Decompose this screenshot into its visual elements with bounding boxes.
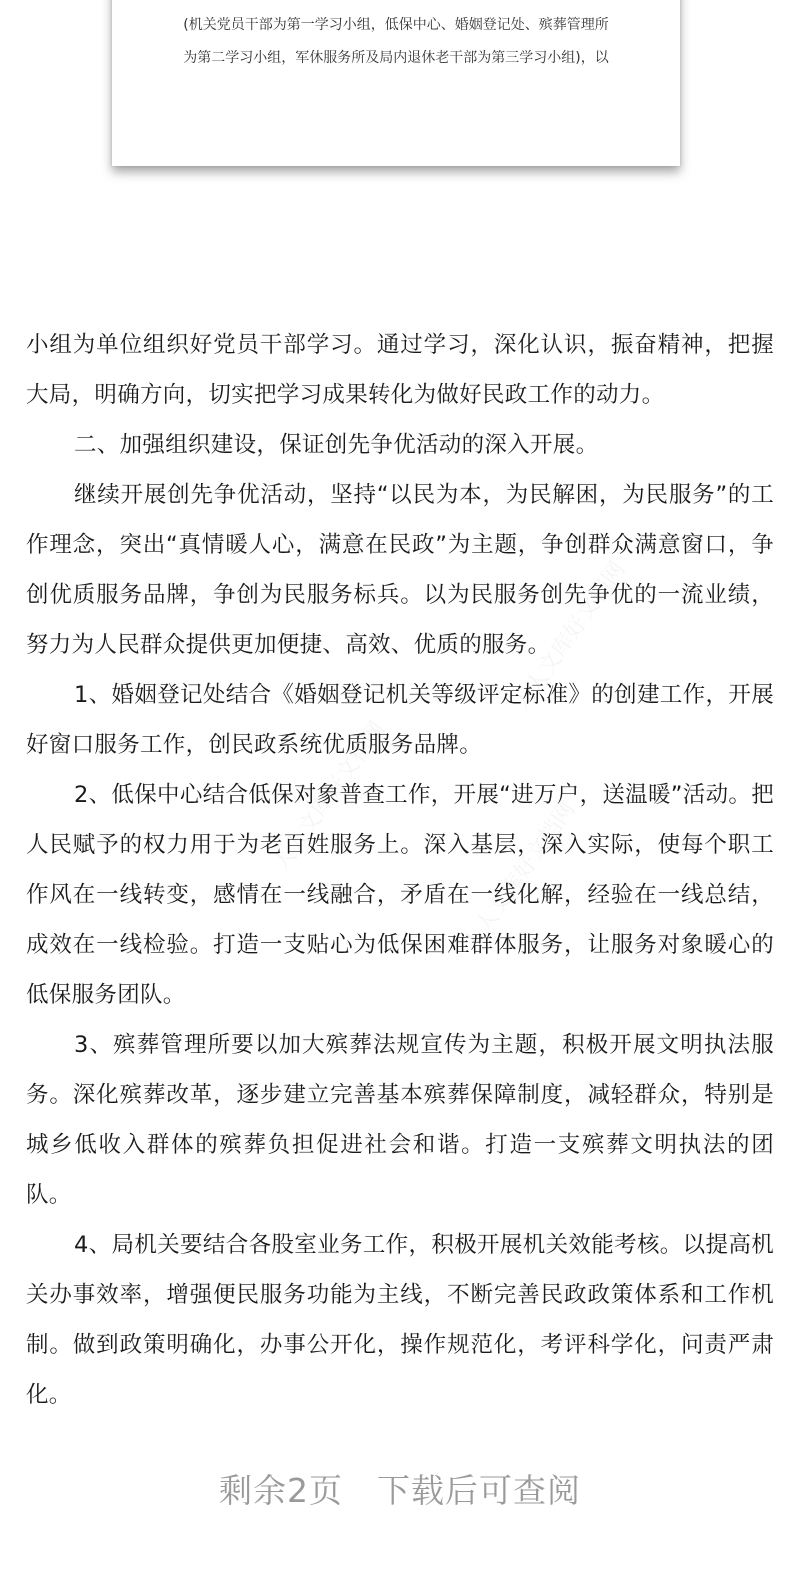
page-preview-card [112,0,680,166]
download-hint-text: 下载后可查阅 [377,1471,581,1510]
paragraph-4: 1、婚姻登记处结合《婚姻登记机关等级评定标准》的创建工作，开展好窗口服务工作，创民政系统优质服务品牌。 [26,682,774,758]
paragraph-6: 3、殡葬管理所要以加大殡葬法规宣传为主题，积极开展文明执法服务。深化殡葬改革，逐步建立完善基本殡葬保障制度，减轻群众，特别是城乡低收入群体的殡葬负担促进社会和谐。打造一支殡葬文明执法的团队。 [26,1032,774,1208]
paragraph-2: 二、加强组织建设，保证创先争优活动的深入开展。 [74,432,599,458]
paragraph-5: 2、低保中心结合低保对象普查工作，开展“进万户，送温暖”活动。把人民赋予的权力用于为老百姓服务上。深入基层，深入实际，使每个职工作风在一线转变，感情在一线融合，矛盾在一线化解，经验在一线总结，成效在一线检验。打造一支贴心为低保困难群体服务，让服务对象暖心的低保服务团队。 [26,782,774,1008]
paragraph-3: 继续开展创先争优活动，坚持“以民为本，为民解困，为民服务”的工作理念，突出“真情暖人心，满意在民政”为主题，争创群众满意窗口，争创优质服务品牌，争创为民服务标兵。以为民服务创先争优的一流业绩，努力为人民群众提供更加便捷、高效、优质的服务。 [26,482,774,658]
preview-line-2: 为第二学习小组，军休服务所及局内退休老干部为第三学习小组)，以 [183,50,609,66]
paragraph-7: 4、局机关要结合各股室业务工作，积极开展机关效能考核。以提高机关办事效率，增强便民服务功能为主线，不断完善民政政策体系和工作机制。做到政策明确化，办事公开化，操作规范化，考评科学化，问责严肃化。 [26,1232,774,1408]
paragraph-1: 小组为单位组织好党员干部学习。通过学习，深化认识，振奋精神，把握大局，明确方向，切实把学习成果转化为做好民政工作的动力。 [26,332,774,408]
download-prompt[interactable] [0,1465,800,1512]
document-body [26,320,774,1420]
remaining-pages-text: 剩余2页 [219,1471,343,1510]
preview-line-1: (机关党员干部为第一学习小组，低保中心、婚姻登记处、殡葬管理所 [183,17,609,33]
